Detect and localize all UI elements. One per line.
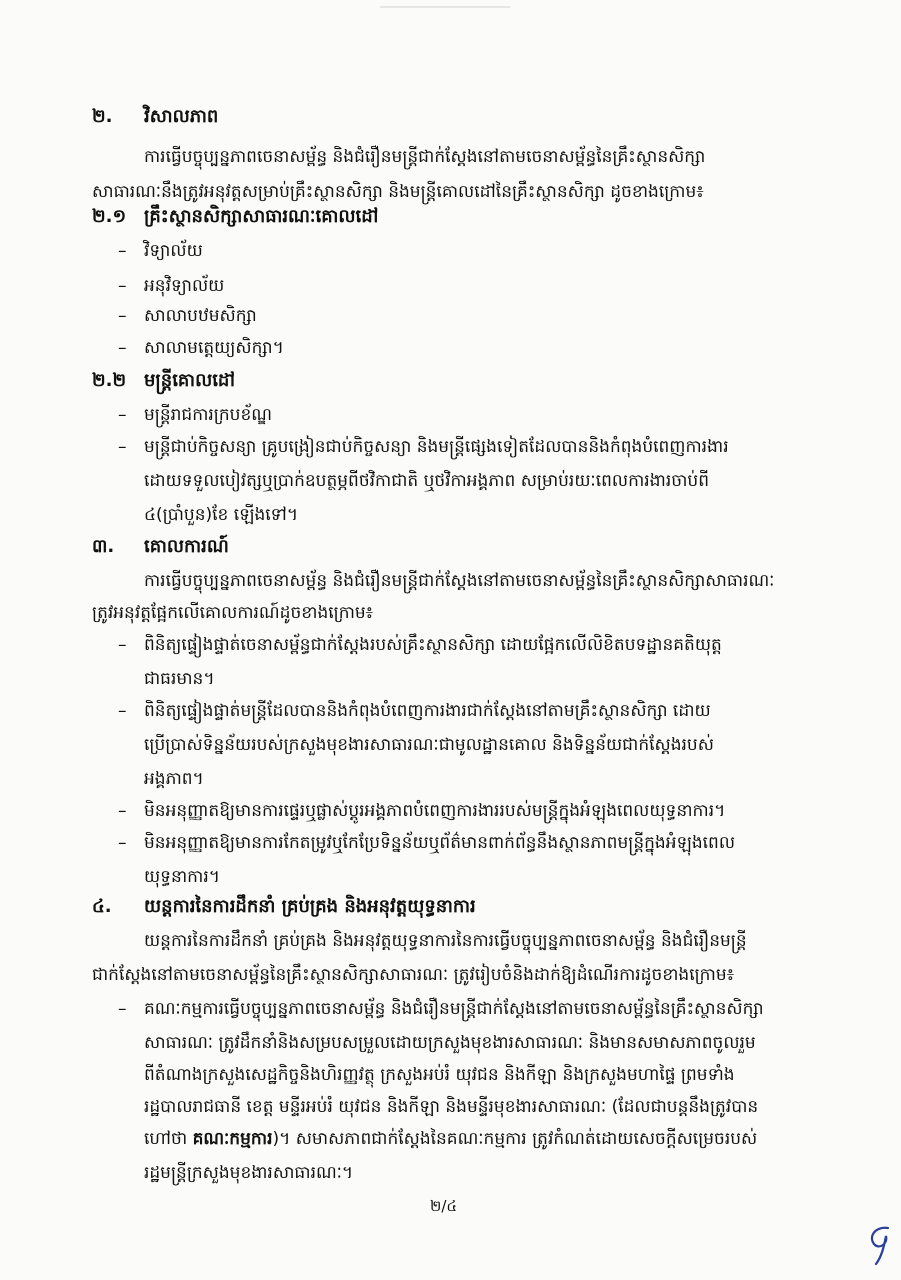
list-item-line: អង្គភាព។ [144, 769, 204, 789]
section-2-number: ២. [92, 106, 113, 127]
bullet-dash: – [118, 833, 127, 853]
list-item-line: គណៈកម្មការធ្វើបច្ចុប្បន្នភាពចេនាសម្ព័ន្ធ និងជំរឿនមន្ត្រីជាក់ស្តែងនៅតាមចេនាសម្ព័ន្ធនៃគ្រឹះស្ថានសិក្សា [144, 999, 764, 1019]
list-item-line: មិនអនុញ្ញាតឱ្យមានការកែតម្រូវឬកែប្រែទិន្នន័យឬព័ត៌មានពាក់ព័ន្ធនឹងស្ថានភាពមន្ត្រីក្នុងអំឡុងពេល [144, 833, 736, 853]
bullet-dash: – [118, 276, 127, 296]
list-item: វិទ្យាល័យ [144, 241, 203, 261]
section-2-intro-line-2: សាធារណៈនឹងត្រូវអនុវត្តសម្រាប់គ្រឹះស្ថានសិក្សា និងមន្ត្រីគោលដៅនៃគ្រឹះស្ថានសិក្សា ដូចខាងក្រោម៖ [92, 182, 704, 202]
list-item-line: សាធារណៈ ត្រូវដឹកនាំនិងសម្របសម្រួលដោយក្រសួងមុខងារសាធារណៈ និងមានសមាសភាពចូលរួម [144, 1033, 756, 1053]
list-item: មន្ត្រីរាជការក្របខ័ណ្ឌ [144, 405, 272, 425]
section-2-2-number: ២.២ [92, 370, 127, 391]
list-item-line: ពីតំណាងក្រសួងសេដ្ឋកិច្ចនិងហិរញ្ញវត្ថុ ក្រសួងអប់រំ យុវជន និងកីឡា និងក្រសួងមហាផ្ទៃ ព្រមទាំង [144, 1065, 735, 1085]
bullet-dash: – [118, 635, 127, 655]
section-2-1-number: ២.១ [92, 206, 127, 227]
bullet-dash: – [118, 999, 127, 1019]
scan-artifact [380, 6, 510, 8]
bullet-dash: – [118, 701, 127, 721]
bullet-dash: – [118, 801, 127, 821]
list-item-line: ប្រើប្រាស់ទិន្នន័យរបស់ក្រសួងមុខងារសាធារណៈជាមូលដ្ឋានគោល និងទិន្នន័យជាក់ស្តែងរបស់ [144, 735, 714, 755]
section-2-intro-line-1: ការធ្វើបច្ចុប្បន្នភាពចេនាសម្ព័ន្ធ និងជំរឿនមន្ត្រីជាក់ស្តែងនៅតាមចេនាសម្ព័ន្ធនៃគ្រឹះស្ថានសិក្សា [144, 147, 706, 167]
list-item-line: ដោយទទួលបៀវត្សឬប្រាក់ឧបត្ថម្ភពីថវិកាជាតិ ឬថវិកាអង្គភាព សម្រាប់រយៈពេលការងារចាប់ពី [144, 471, 710, 491]
list-item-line: រដ្ឋមន្ត្រីក្រសួងមុខងារសាធារណៈ។ [144, 1163, 354, 1183]
text-run: ហៅថា [144, 1129, 193, 1149]
bullet-dash: – [118, 306, 127, 326]
list-item-line: មិនអនុញ្ញាតឱ្យមានការផ្ទេរឬផ្លាស់ប្តូរអង្គភាពបំពេញការងាររបស់មន្ត្រីក្នុងអំឡុងពេលយុទ្ធនាការ។ [144, 801, 726, 821]
section-4-title: យន្តការនៃការដឹកនាំ គ្រប់គ្រង និងអនុវត្តយុទ្ធនាការ [144, 896, 476, 917]
list-item-line: ពិនិត្យផ្ទៀងផ្ទាត់មន្ត្រីដែលបាននិងកំពុងបំពេញការងារជាក់ស្តែងនៅតាមគ្រឹះស្ថានសិក្សា ដោយ [144, 701, 711, 721]
bullet-dash: – [118, 241, 127, 261]
list-item-line: រដ្ឋបាលរាជធានី ខេត្ត មន្ទីរអប់រំ យុវជន និងកីឡា និងមន្ទីរមុខងារសាធារណៈ (ដែលជាបន្តនឹងត្រូវបាន [144, 1097, 759, 1117]
section-3-intro-line-1: ការធ្វើបច្ចុប្បន្នភាពចេនាសម្ព័ន្ធ និងជំរឿនមន្ត្រីជាក់ស្តែងនៅតាមចេនាសម្ព័ន្ធនៃគ្រឹះស្ថានសិក្សាសាធារណៈ [144, 571, 775, 591]
bullet-dash: – [118, 405, 127, 425]
section-3-intro-line-2: ត្រូវអនុវត្តផ្អែកលើគោលការណ៍ដូចខាងក្រោម៖ [92, 603, 374, 623]
text-run: )។ សមាសភាពជាក់ស្តែងនៃគណៈកម្មការ ត្រូវកំណត់ដោយសេចក្តីសម្រេចរបស់ [272, 1129, 758, 1149]
list-item-line: មន្ត្រីជាប់កិច្ចសន្យា គ្រូបង្រៀនជាប់កិច្ចសន្យា និងមន្ត្រីផ្សេងទៀតដែលបាននិងកំពុងបំពេញការងារ [144, 437, 729, 457]
list-item-line: ៤(ប្រាំបួន)ខែ ឡើងទៅ។ [144, 505, 299, 525]
section-2-1-title: គ្រឹះស្ថានសិក្សាសាធារណៈគោលដៅ [144, 206, 379, 227]
list-item-line [144, 1122, 757, 1156]
section-3-number: ៣. [92, 536, 115, 557]
committee-term: គណៈកម្មការ [192, 1129, 273, 1149]
list-item-line: ពិនិត្យផ្ទៀងផ្ទាត់ចេនាសម្ព័ន្ធជាក់ស្តែងរបស់គ្រឹះស្ថានសិក្សា ដោយផ្អែកលើលិខិតបទដ្ឋានគតិយុត្ត [144, 635, 722, 655]
section-4-intro-line-1: យន្តការនៃការដឹកនាំ គ្រប់គ្រង និងអនុវត្តយុទ្ធនាការនៃការធ្វើបច្ចុប្បន្នភាពចេនាសម្ព័ន្ធ និងជំរឿនមន្ត្រី [144, 931, 747, 951]
section-3-title: គោលការណ៍ [144, 536, 229, 557]
section-2-title: វិសាលភាព [144, 106, 219, 127]
bullet-dash: – [118, 437, 127, 457]
list-item-line: យុទ្ធនាការ។ [144, 867, 220, 887]
list-item-line: ជាធរមាន។ [144, 669, 215, 689]
page-number: ២/៤ [430, 1197, 458, 1215]
section-4-number: ៤. [92, 896, 112, 917]
bullet-dash: – [118, 338, 127, 358]
section-2-2-title: មន្ត្រីគោលដៅ [144, 370, 236, 391]
list-item: សាលាមត្តេយ្យសិក្សា។ [144, 338, 284, 358]
section-4-intro-line-2: ជាក់ស្តែងនៅតាមចេនាសម្ព័ន្ធនៃគ្រឹះស្ថានសិក្សាសាធារណៈ ត្រូវរៀបចំនិងដាក់ឱ្យដំណើរការដូចខាងក្រោម៖ [92, 965, 735, 985]
list-item: អនុវិទ្យាល័យ [144, 276, 225, 296]
handwritten-initial-icon [862, 1222, 898, 1268]
list-item: សាលាបឋមសិក្សា [144, 306, 257, 326]
